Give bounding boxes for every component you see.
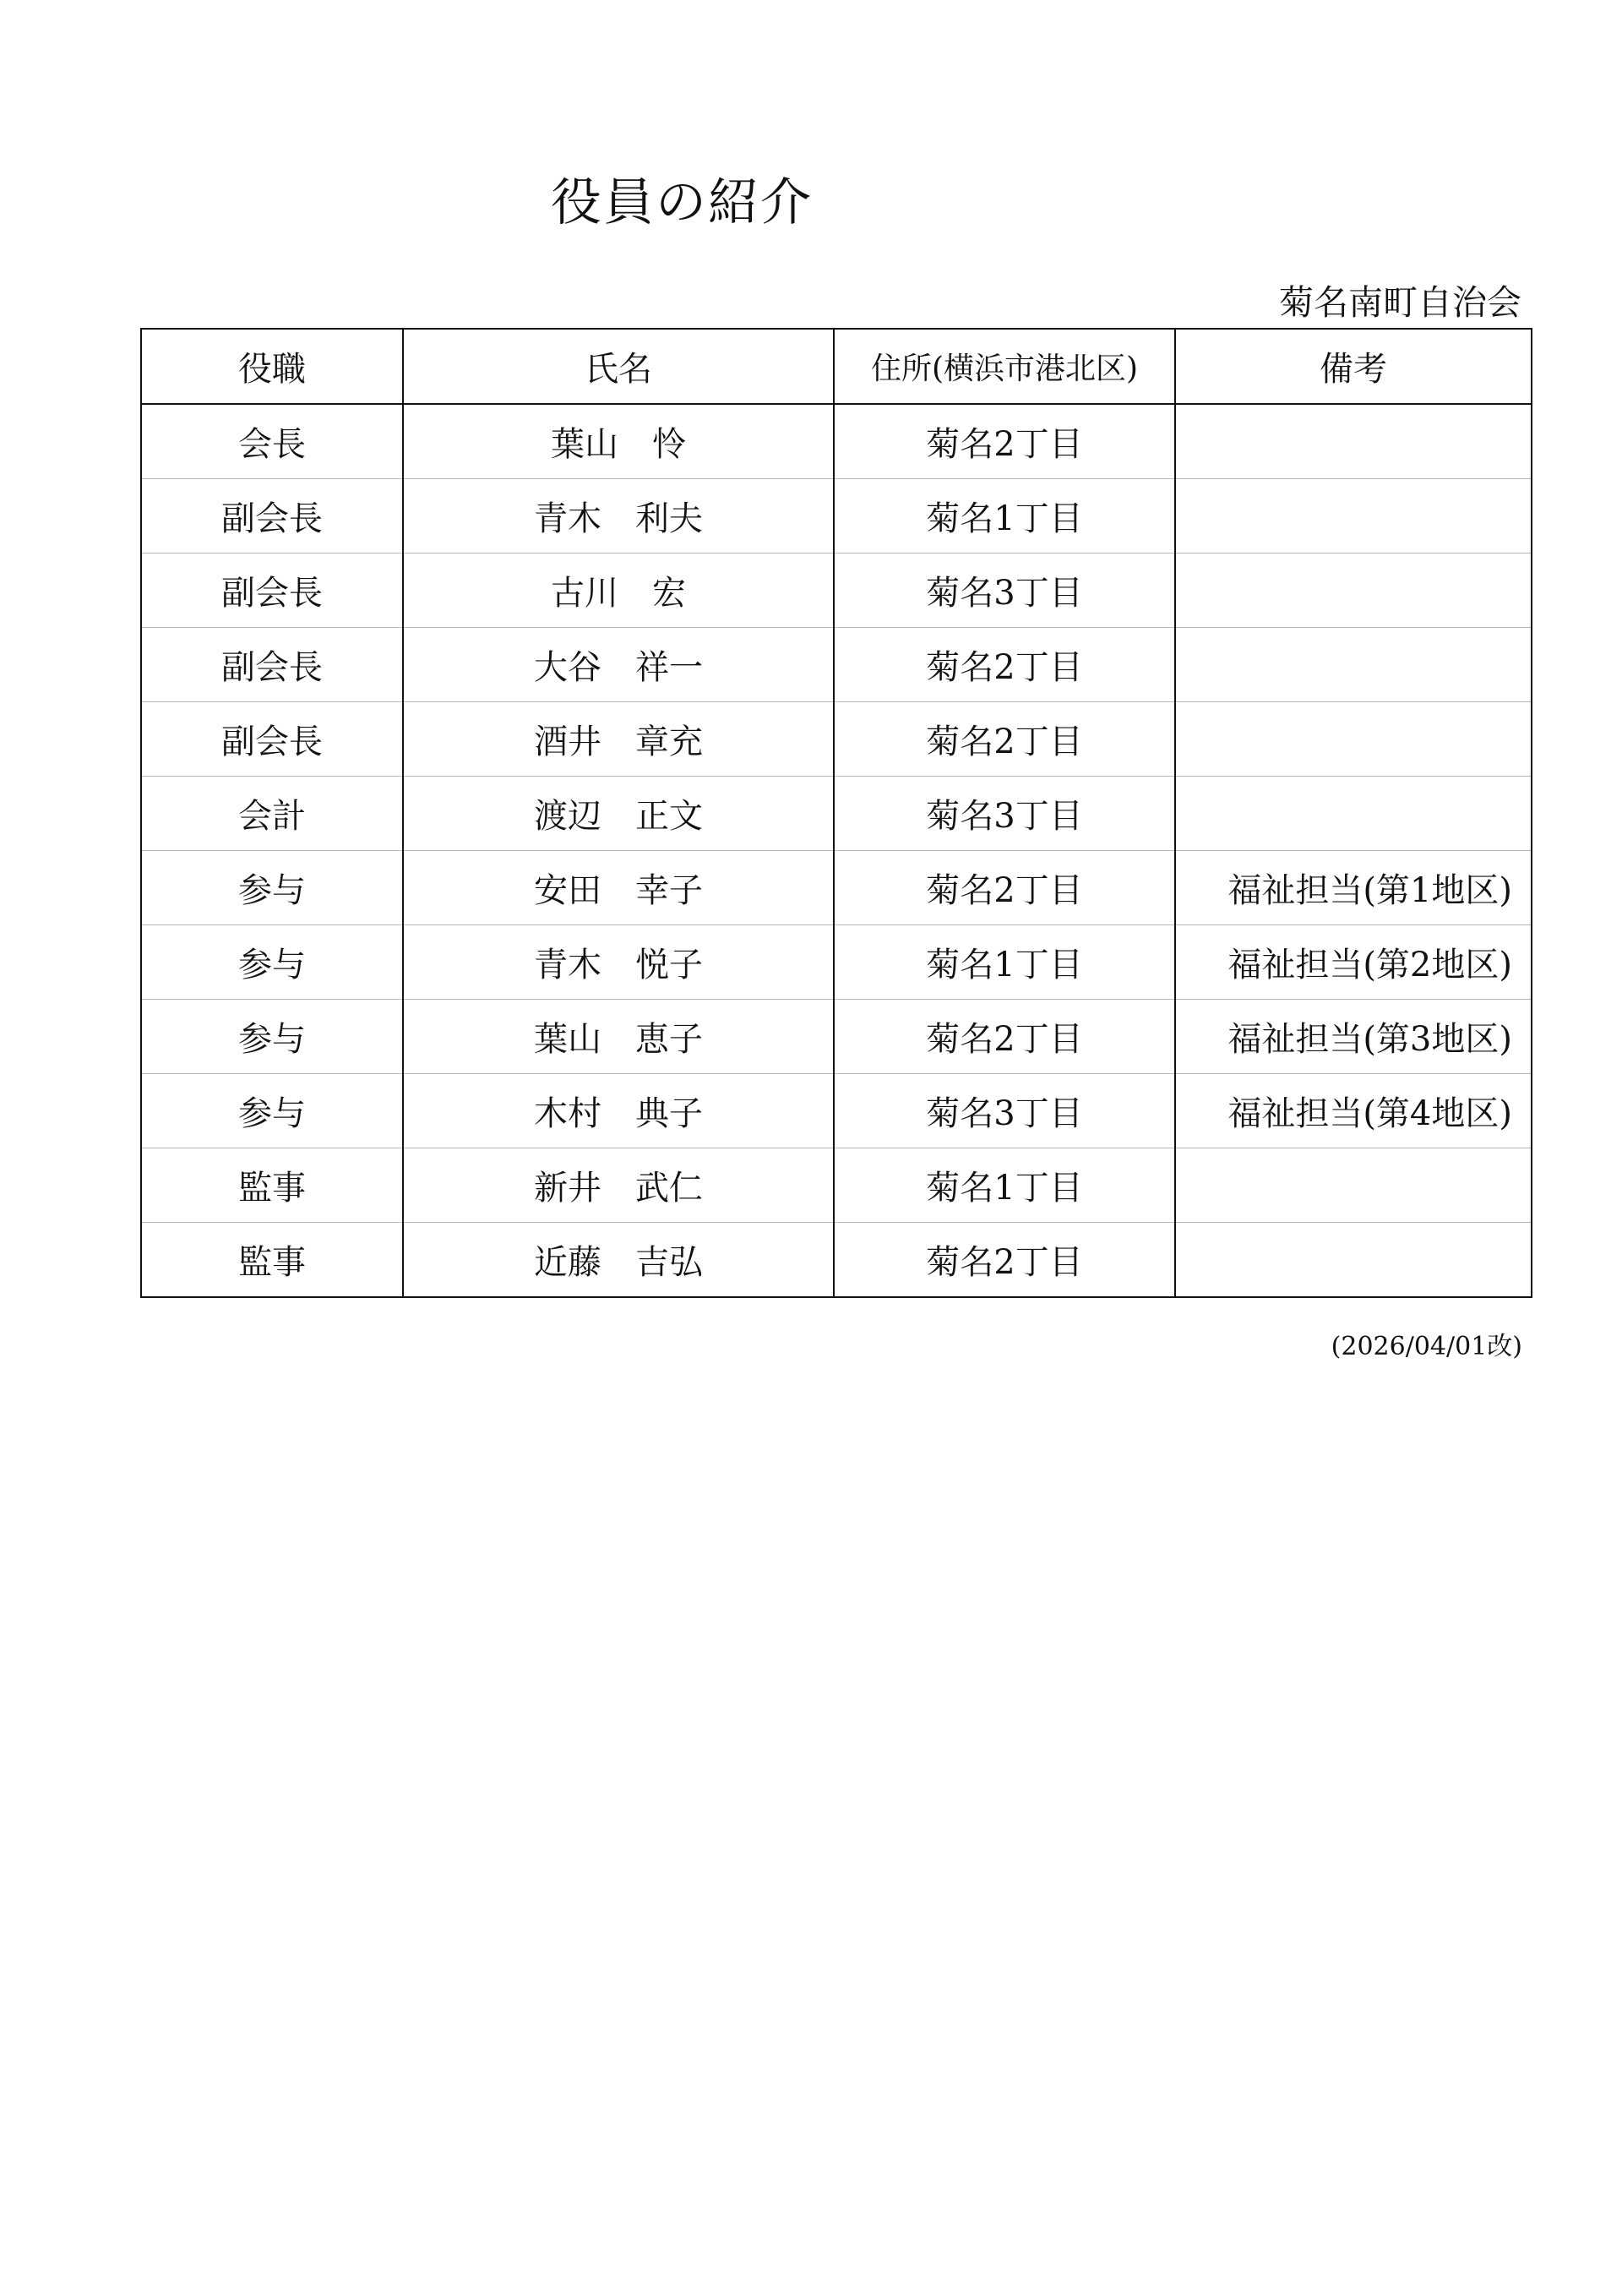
cell-note [1175,702,1532,777]
cell-note: 福祉担当(第4地区) [1175,1074,1532,1148]
cell-name: 新井 武仁 [403,1148,834,1223]
cell-name: 安田 幸子 [403,851,834,925]
cell-name: 古川 宏 [403,554,834,628]
cell-role: 副会長 [141,554,403,628]
cell-role: 参与 [141,925,403,1000]
cell-name: 葉山 怜 [403,404,834,479]
cell-note: 福祉担当(第2地区) [1175,925,1532,1000]
officer-table [140,328,1532,1298]
cell-role: 監事 [141,1223,403,1298]
cell-name: 大谷 祥一 [403,628,834,702]
cell-role: 監事 [141,1148,403,1223]
table-row [141,1000,1532,1074]
header-note: 備考 [1175,329,1532,404]
cell-name: 渡辺 正文 [403,777,834,851]
table-row [141,628,1532,702]
table-header-row [141,329,1532,404]
cell-note [1175,777,1532,851]
cell-name: 葉山 恵子 [403,1000,834,1074]
cell-address: 菊名2丁目 [834,628,1175,702]
cell-note [1175,1148,1532,1223]
table-row [141,702,1532,777]
cell-name: 青木 悦子 [403,925,834,1000]
table-row [141,1223,1532,1298]
cell-note [1175,554,1532,628]
cell-address: 菊名1丁目 [834,1148,1175,1223]
cell-address: 菊名3丁目 [834,1074,1175,1148]
cell-address: 菊名2丁目 [834,1223,1175,1298]
table-row [141,404,1532,479]
cell-role: 参与 [141,851,403,925]
cell-role: 会計 [141,777,403,851]
cell-role: 副会長 [141,628,403,702]
cell-note: 福祉担当(第3地区) [1175,1000,1532,1074]
cell-name: 酒井 章充 [403,702,834,777]
cell-note [1175,479,1532,554]
table-row [141,925,1532,1000]
cell-name: 青木 利夫 [403,479,834,554]
cell-name: 近藤 吉弘 [403,1223,834,1298]
cell-address: 菊名2丁目 [834,702,1175,777]
cell-note [1175,628,1532,702]
cell-note [1175,404,1532,479]
cell-address: 菊名1丁目 [834,925,1175,1000]
cell-address: 菊名3丁目 [834,777,1175,851]
table-row [141,777,1532,851]
revision-note: (2026/04/01改) [1331,1332,1522,1361]
cell-role: 会長 [141,404,403,479]
cell-role: 副会長 [141,702,403,777]
cell-address: 菊名2丁目 [834,404,1175,479]
cell-note [1175,1223,1532,1298]
cell-address: 菊名2丁目 [834,851,1175,925]
table-row [141,479,1532,554]
cell-address: 菊名1丁目 [834,479,1175,554]
cell-role: 参与 [141,1000,403,1074]
table-row [141,1074,1532,1148]
cell-address: 菊名3丁目 [834,554,1175,628]
header-name: 氏名 [403,329,834,404]
page-title: 役員の紹介 [551,173,813,232]
cell-note: 福祉担当(第1地区) [1175,851,1532,925]
cell-role: 参与 [141,1074,403,1148]
organization-name: 菊名南町自治会 [1279,282,1521,323]
header-role: 役職 [141,329,403,404]
cell-role: 副会長 [141,479,403,554]
cell-address: 菊名2丁目 [834,1000,1175,1074]
cell-name: 木村 典子 [403,1074,834,1148]
header-address: 住所(横浜市港北区) [834,329,1175,404]
table-row [141,1148,1532,1223]
table-row [141,851,1532,925]
table-row [141,554,1532,628]
